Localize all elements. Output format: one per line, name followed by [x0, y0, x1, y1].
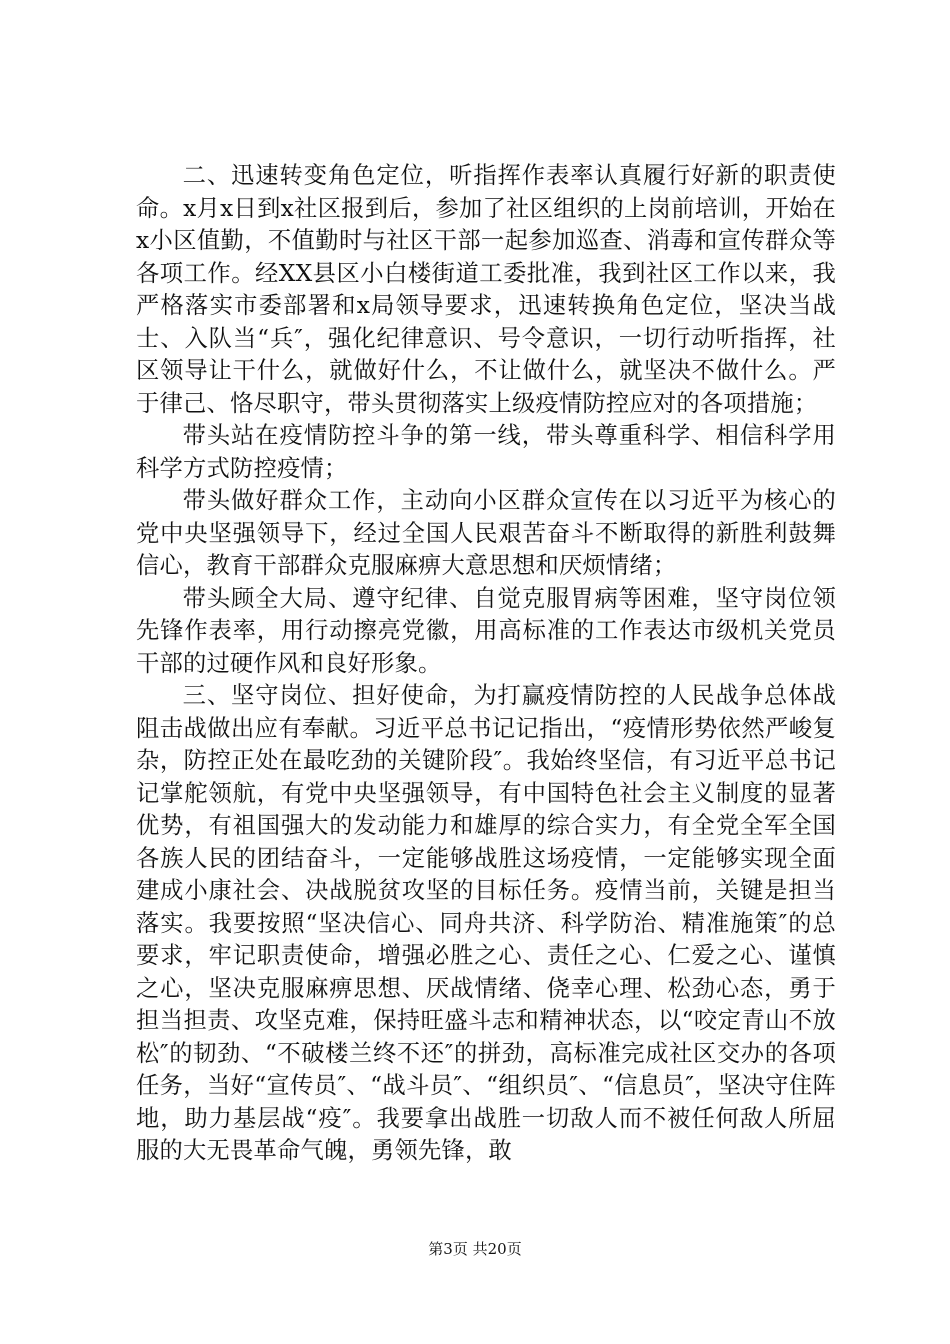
- page-footer: 第3页 共20页: [428, 1240, 522, 1258]
- paragraph-mass-work: 带头做好群众工作，主动向小区群众宣传在以习近平为核心的党中央坚强领导下，经过全国人民艰苦奋斗不断取得的新胜利鼓舞信心，教育干部群众克服麻痹大意思想和厌烦情绪；: [136, 487, 836, 579]
- paragraph-overall-situation: 带头顾全大局、遵守纪律、自觉克服胃病等困难，坚守岗位领先锋作表率，用行动擦亮党徽，用高标准的工作表达市级机关党员干部的过硬作风和良好形象。: [136, 584, 836, 677]
- paragraph-role-change: 二、迅速转变角色定位，听指挥作表率认真履行好新的职责使命。x月x日到x社区报到后，参加了社区组织的上岗前培训，开始在x小区值勤，不值勤时与社区干部一起参加巡查、消毒和宣传群众等各项工作。经XX县区小白楼街道工委批准，我到社区工作以来，我严格落实市委部署和x局领导要求，迅速转换角色定位，坚决当战士、入队当“兵″，强化纪律意识、号令意识，一切行动听指挥，社区领导让干什么，就做好什么，不让做什么，就坚决不做什么。严于律己、恪尽职守，带头贯彻落实上级疫情防控应对的各项措施；: [136, 162, 836, 417]
- paragraph-frontline: 带头站在疫情防控斗争的第一线，带头尊重科学、相信科学用科学方式防控疫情；: [136, 422, 836, 482]
- document-body: [136, 160, 836, 1168]
- paragraph-hold-post: 三、坚守岗位、担好使命，为打赢疫情防控的人民战争总体战阻击战做出应有奉献。习近平总书记记指出，“疫情形势依然严峻复杂，防控正处在最吃劲的关键阶段″。我始终坚信，有习近平总书记记掌舵领航，有党中央坚强领导，有中国特色社会主义制度的显著优势，有祖国强大的发动能力和雄厚的综合实力，有全党全军全国各族人民的团结奋斗，一定能够战胜这场疫情，一定能够实现全面建成小康社会、决战脱贫攻坚的目标任务。疫情当前，关键是担当落实。我要按照“坚决信心、同舟共济、科学防治、精准施策″的总要求，牢记职责使命，增强必胜之心、责任之心、仁爱之心、谨慎之心，坚决克服麻痹思想、厌战情绪、侥幸心理、松劲心态，勇于担当担责、攻坚克难，保持旺盛斗志和精神状态，以“咬定青山不放松″的韧劲、“不破楼兰终不还″的拼劲，高标准完成社区交办的各项任务，当好“宣传员″、“战斗员″、“组织员″、“信息员″，坚决守住阵地，助力基层战“疫″。我要拿出战胜一切敌人而不被任何敌人所屈服的大无畏革命气魄，勇领先锋，敢: [136, 682, 836, 1164]
